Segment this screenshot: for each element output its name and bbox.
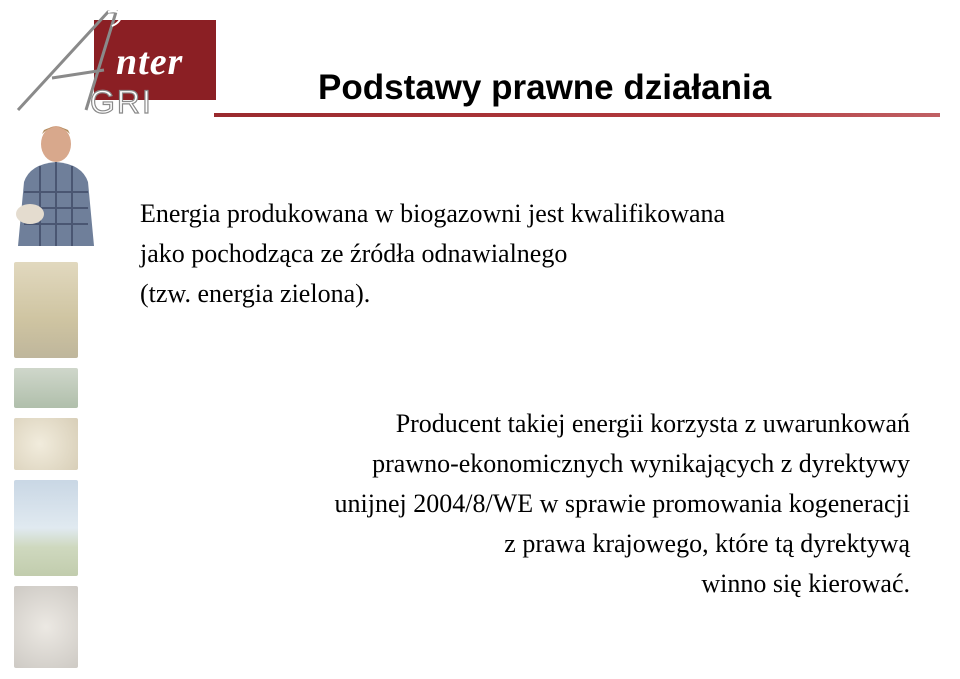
wheat-field-photo [14,262,78,358]
paragraph-line: z prawa krajowego, które tą dyrektywą [504,529,910,558]
paragraph-eu-directive [180,404,910,604]
company-logo [12,8,212,120]
hay-bale-photo [14,418,78,470]
sky-field-photo [14,480,78,576]
logo-word-agri: GRI [90,84,153,120]
paragraph-line: prawno-ekonomicznych wynikających z dyrektywy [372,449,910,478]
photo-sidebar [0,122,96,679]
animals-photo [14,586,78,668]
logo-word-inter: nter [116,41,184,83]
paragraph-line: Energia produkowana w biogazowni jest kwalifikowana [140,199,726,228]
paragraph-renewable-energy [140,194,900,314]
paragraph-line: Producent takiej energii korzysta z uwarunkowań [395,409,910,438]
farmer-photo [10,122,96,246]
tractor-photo [14,368,78,408]
paragraph-line: jako pochodząca ze źródła odnawialnego [140,239,568,268]
slide-title: Podstawy prawne działania [318,68,772,107]
paragraph-line: unijnej 2004/8/WE w sprawie promowania kogeneracji [334,489,910,518]
paragraph-line: winno się kierować. [701,569,910,598]
paragraph-line: (tzw. energia zielona). [140,279,371,308]
title-underline [214,113,940,117]
